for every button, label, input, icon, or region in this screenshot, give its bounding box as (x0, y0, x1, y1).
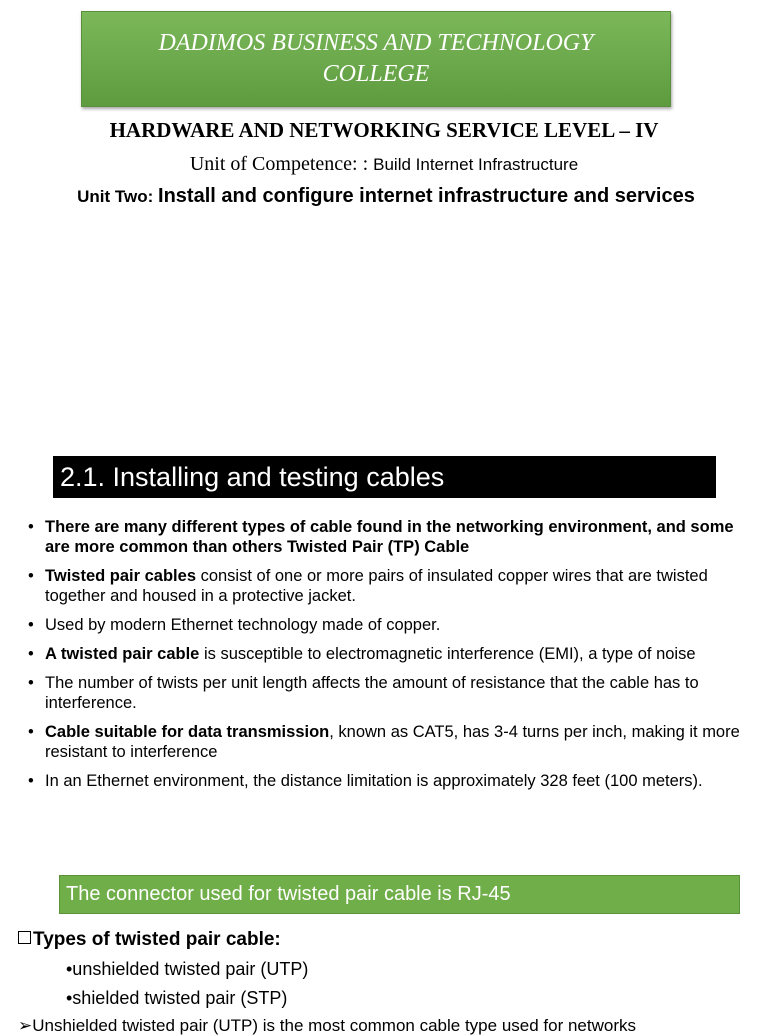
list-item (28, 722, 750, 762)
list-item (28, 644, 750, 664)
unit-two-value: Install and configure internet infrastructure and services (158, 185, 695, 207)
bullet-text: , known as CAT5, has 3-4 turns per inch, making it more resistant to interference (45, 723, 740, 761)
checkbox-square-icon (18, 931, 31, 944)
bullet-icon: • (28, 518, 34, 536)
bullet-icon: • (28, 616, 34, 634)
type-item-utp: •unshielded twisted pair (UTP) (66, 959, 309, 979)
bullet-bold-text: Twisted pair cables (45, 567, 196, 585)
bullet-text: is susceptible to electromagnetic interference (EMI), a type of noise (199, 645, 696, 663)
type-item-stp: •shielded twisted pair (STP) (66, 988, 288, 1008)
bullet-icon: • (28, 772, 34, 790)
bullet-bold-text: Cable suitable for data transmission (45, 723, 330, 741)
connector-callout: The connector used for twisted pair cable is RJ-45 (59, 875, 740, 914)
types-heading-text: Types of twisted pair cable: (33, 929, 281, 950)
course-level-title: HARDWARE AND NETWORKING SERVICE LEVEL – IV (109, 118, 659, 142)
unit-two-label: Unit Two: (77, 187, 159, 206)
bullet-icon: • (28, 674, 34, 692)
unit-of-competence (0, 153, 768, 176)
list-item (28, 566, 750, 606)
bullet-icon: • (28, 723, 34, 741)
cutoff-text-line: ➢Unshielded twisted pair (UTP) is the most common cable type used for networks (18, 1016, 636, 1035)
bullet-bold-text: There are many different types of cable found in the networking environment, and some are more common than others Twisted Pair (TP) Cable (45, 518, 734, 556)
unit-of-competence-value: Build Internet Infrastructure (373, 155, 579, 174)
college-banner (81, 11, 671, 107)
bullet-text: In an Ethernet environment, the distance limitation is approximately 328 feet (100 meters). (45, 772, 703, 790)
bullet-bold-text: A twisted pair cable (45, 645, 200, 663)
list-item (28, 673, 750, 713)
types-heading (18, 929, 281, 951)
bullet-icon: • (28, 567, 34, 585)
college-name: DADIMOS BUSINESS AND TECHNOLOGY COLLEGE (158, 30, 594, 87)
bullet-list (28, 517, 750, 800)
bullet-icon: • (28, 645, 34, 663)
list-item (28, 615, 750, 635)
bullet-text: consist of one or more pairs of insulated copper wires that are twisted together and housed in a protective jacket. (45, 567, 708, 605)
unit-of-competence-label: Unit of Competence: : (189, 153, 374, 175)
section-title: 2.1. Installing and testing cables (53, 456, 716, 498)
bullet-text: Used by modern Ethernet technology made of copper. (45, 616, 441, 634)
bullet-text: The number of twists per unit length affects the amount of resistance that the cable has to interference. (45, 674, 699, 712)
unit-two-title (30, 184, 742, 210)
list-item (28, 771, 750, 791)
list-item (28, 517, 750, 557)
